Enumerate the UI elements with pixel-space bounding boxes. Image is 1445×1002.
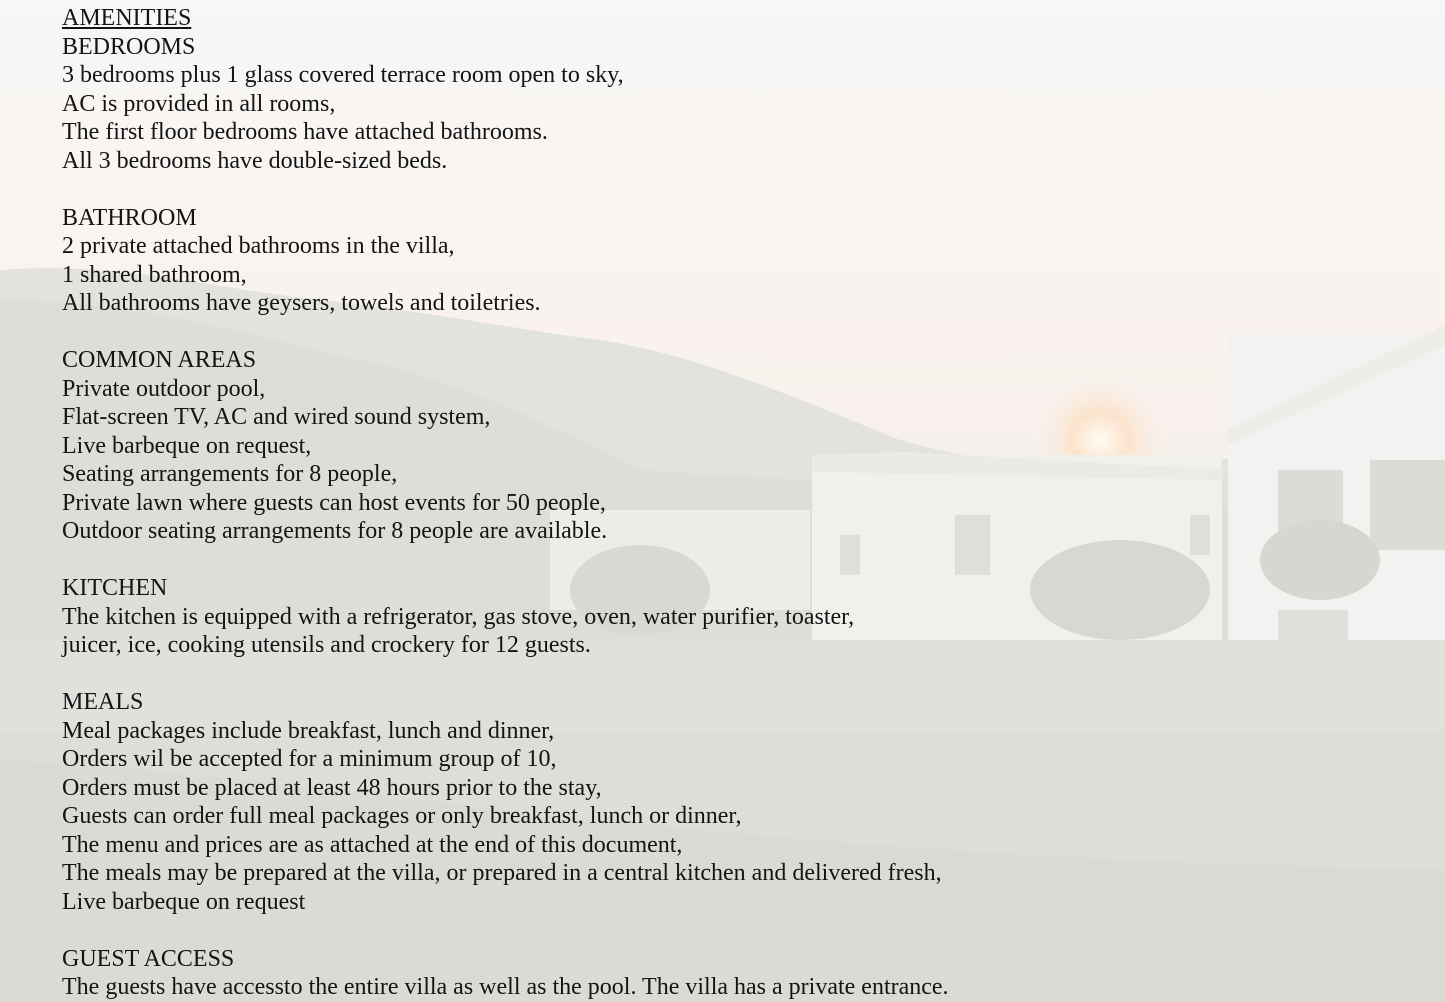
section-line: All 3 bedrooms have double-sized beds. bbox=[62, 147, 448, 174]
section-kitchen bbox=[62, 574, 1422, 660]
spacer bbox=[62, 175, 1422, 204]
section-line: Orders must be placed at least 48 hours prior to the stay, bbox=[62, 774, 602, 801]
section-meals bbox=[62, 688, 1422, 916]
section-common-areas bbox=[62, 346, 1422, 546]
section-line: Flat-screen TV, AC and wired sound system, bbox=[62, 404, 491, 430]
section-line: Live barbeque on request bbox=[62, 888, 306, 915]
section-heading: COMMON AREAS bbox=[62, 347, 257, 373]
section-line: The menu and prices are as attached at the end of this document, bbox=[62, 831, 683, 858]
section-line: 2 private attached bathrooms in the villa, bbox=[62, 233, 455, 259]
section-line: Live barbeque on request, bbox=[62, 432, 312, 459]
section-line: Meal packages include breakfast, lunch and dinner, bbox=[62, 717, 555, 744]
spacer bbox=[62, 916, 1422, 945]
section-line: AC is provided in all rooms, bbox=[62, 90, 336, 117]
section-line: The kitchen is equipped with a refrigerator, gas stove, oven, water purifier, toaster, bbox=[62, 603, 855, 630]
section-line: Outdoor seating arrangements for 8 people are available. bbox=[62, 518, 608, 544]
amenities-document bbox=[62, 4, 1422, 1002]
section-line: Private outdoor pool, bbox=[62, 375, 266, 402]
section-line: Private lawn where guests can host events for 50 people, bbox=[62, 489, 606, 516]
document-title: AMENITIES bbox=[62, 5, 192, 31]
section-heading: KITCHEN bbox=[62, 575, 168, 601]
section-bathroom bbox=[62, 204, 1422, 318]
spacer bbox=[62, 660, 1422, 689]
spacer bbox=[62, 318, 1422, 347]
section-line: Guests can order full meal packages or only breakfast, lunch or dinner, bbox=[62, 803, 742, 829]
section-line: 1 shared bathroom, bbox=[62, 261, 247, 288]
section-heading: MEALS bbox=[62, 689, 144, 715]
section-line: The meals may be prepared at the villa, or prepared in a central kitchen and delivered fresh, bbox=[62, 860, 942, 886]
section-heading: GUEST ACCESS bbox=[62, 945, 235, 972]
section-line: The guests have accessto the entire villa as well as the pool. The villa has a private entrance. bbox=[62, 974, 949, 1000]
section-heading: BEDROOMS bbox=[62, 33, 196, 60]
spacer bbox=[62, 546, 1422, 575]
section-guest-access bbox=[62, 945, 1422, 1002]
section-bedrooms bbox=[62, 33, 1422, 176]
section-line: Orders wil be accepted for a minimum group of 10, bbox=[62, 746, 557, 772]
section-line: juicer, ice, cooking utensils and crockery for 12 guests. bbox=[62, 632, 591, 658]
section-heading: BATHROOM bbox=[62, 204, 197, 231]
section-line: 3 bedrooms plus 1 glass covered terrace room open to sky, bbox=[62, 62, 624, 88]
section-line: Seating arrangements for 8 people, bbox=[62, 461, 398, 487]
section-line: All bathrooms have geysers, towels and toiletries. bbox=[62, 290, 541, 316]
section-line: The first floor bedrooms have attached bathrooms. bbox=[62, 119, 548, 145]
